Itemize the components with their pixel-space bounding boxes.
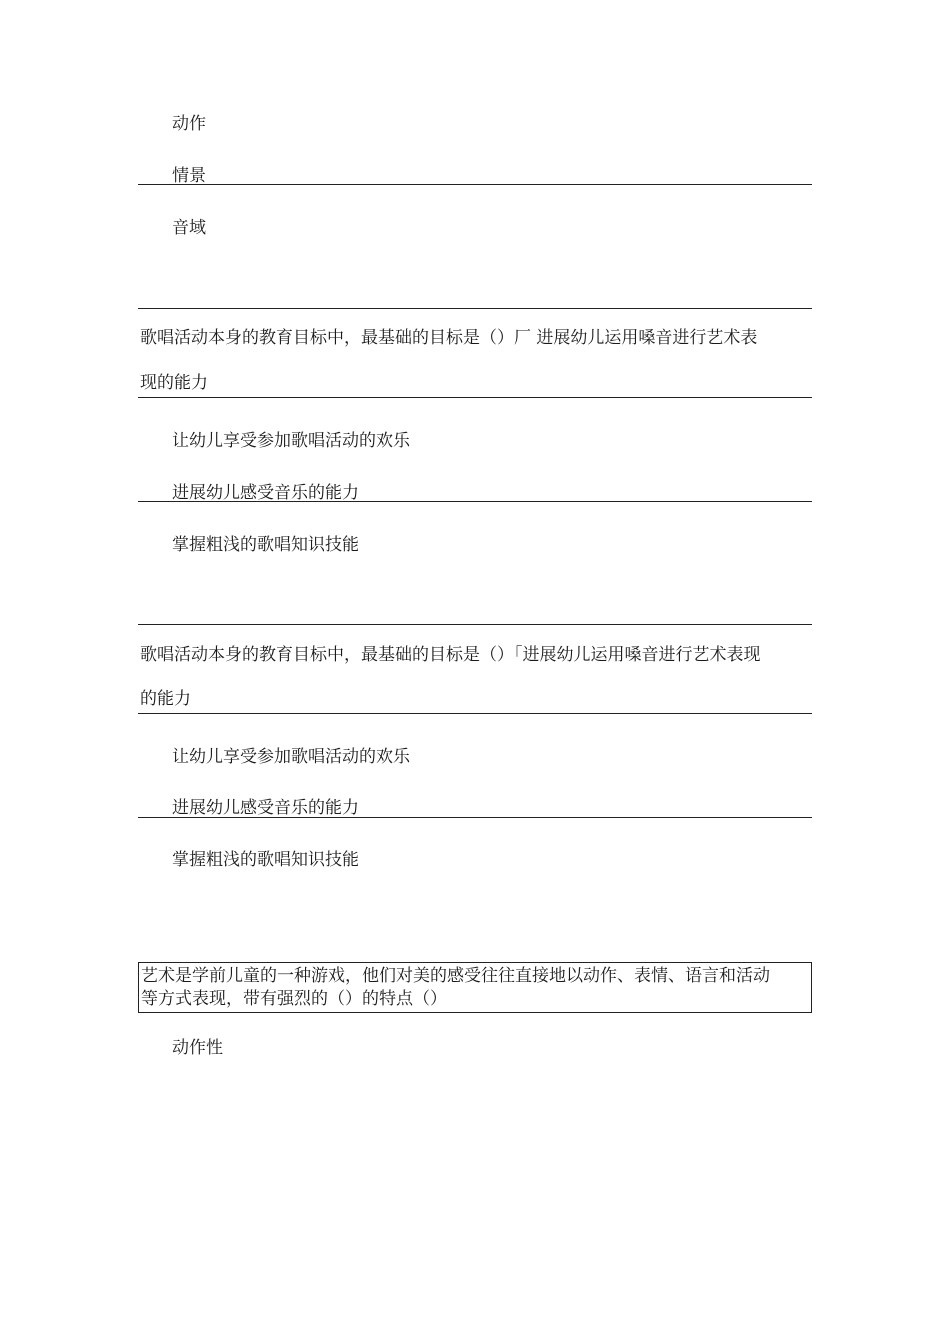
option-text: 音域 [172,218,206,238]
question-box [138,962,812,1013]
option-text: 让幼儿享受参加歌唱活动的欢乐 [172,431,410,451]
divider [138,397,812,398]
question-text: 歌唱活动本身的教育目标中，最基础的目标是（）厂 进展幼儿运用嗓音进行艺术表 [140,328,758,348]
question-text: 等方式表现，带有强烈的（）的特点（） [141,989,447,1009]
question-text: 的能力 [140,689,191,709]
divider [138,501,812,502]
divider [138,713,812,714]
question-text: 艺术是学前儿童的一种游戏，他们对美的感受往往直接地以动作、表情、语言和活动 [141,966,770,986]
divider [138,624,812,625]
option-text: 动作性 [172,1038,223,1058]
divider [138,308,812,309]
option-text: 进展幼儿感受音乐的能力 [172,483,359,503]
question-text: 现的能力 [140,373,208,393]
option-text: 动作 [172,114,206,134]
divider [138,184,812,185]
option-text: 让幼儿享受参加歌唱活动的欢乐 [172,747,410,767]
option-text: 掌握粗浅的歌唱知识技能 [172,535,359,555]
option-text: 情景 [172,166,206,186]
divider [138,817,812,818]
question-text: 歌唱活动本身的教育目标中，最基础的目标是（）「进展幼儿运用嗓音进行艺术表现 [140,645,761,665]
option-text: 掌握粗浅的歌唱知识技能 [172,850,359,870]
option-text: 进展幼儿感受音乐的能力 [172,798,359,818]
